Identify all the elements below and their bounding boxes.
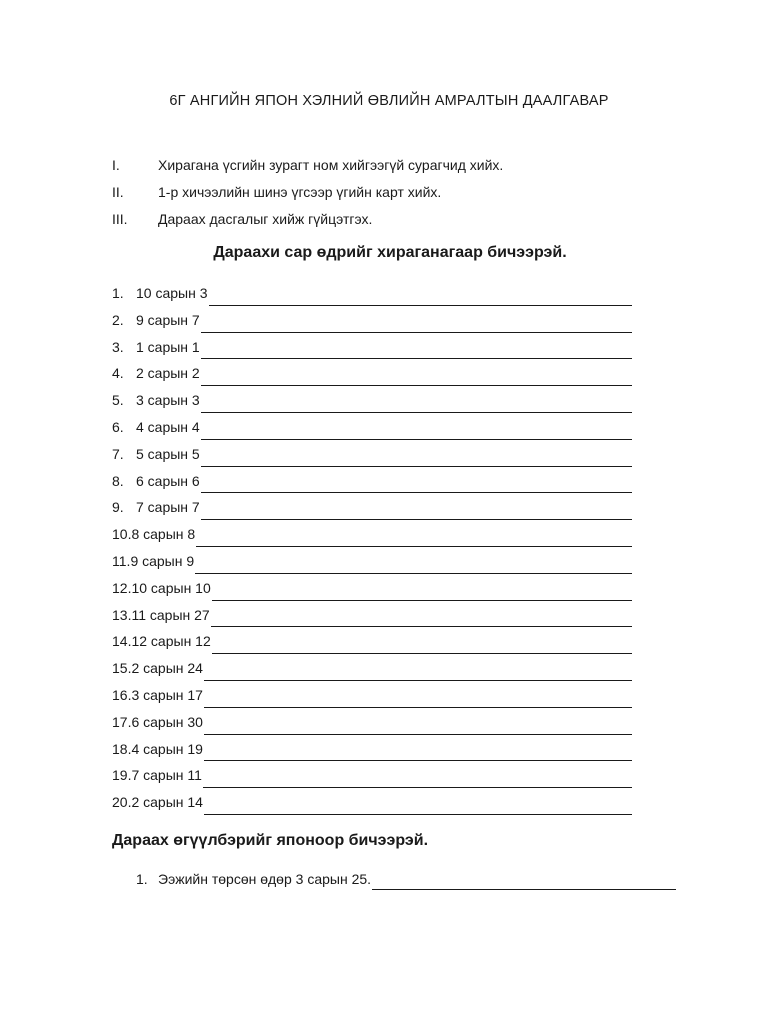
item-number: 17. — [112, 713, 132, 730]
date-exercise-item — [112, 607, 632, 634]
date-exercise-item — [112, 392, 632, 419]
date-text: 6 сарын 6 — [136, 472, 200, 489]
item-number: 4. — [112, 365, 124, 382]
answer-blank — [201, 371, 632, 386]
answer-blank — [195, 559, 632, 574]
date-exercise-item — [112, 446, 632, 473]
date-text: 7 сарын 7 — [136, 499, 200, 516]
item-number: 12. — [112, 579, 132, 596]
answer-blank — [204, 746, 632, 761]
answer-blank — [212, 639, 632, 654]
sentence-exercise-list — [136, 871, 676, 895]
task-text: Дараах дасгалыг хийж гүйцэтгэх. — [158, 210, 373, 227]
item-number: 19. — [112, 767, 132, 784]
item-number: 5. — [112, 392, 124, 409]
item-number: 2. — [112, 311, 124, 328]
item-number: 3. — [112, 338, 124, 355]
date-exercise-item — [112, 687, 632, 714]
date-text: 1 сарын 1 — [136, 338, 200, 355]
date-exercise-item — [112, 526, 632, 553]
date-exercise-item — [112, 660, 632, 687]
task-text: Хирагана үсгийн зурагт ном хийгээгүй сурагчид хийх. — [158, 156, 504, 173]
item-number: 18. — [112, 740, 132, 757]
item-number: 1. — [112, 285, 124, 301]
date-text: 5 сарын 5 — [136, 445, 200, 462]
date-text: 4 сарын 19 — [131, 740, 203, 757]
item-number: 9. — [112, 499, 124, 516]
answer-blank — [204, 720, 632, 735]
task-number: II. — [112, 183, 124, 200]
date-exercise-item — [112, 553, 632, 580]
date-exercise-item — [112, 741, 632, 768]
answer-blank — [201, 452, 632, 467]
sentence-text: Ээжийн төрсөн өдөр 3 сарын 25. — [158, 871, 372, 887]
item-number: 14. — [112, 633, 132, 650]
answer-blank — [201, 344, 632, 359]
date-text: 3 сарын 17 — [131, 686, 203, 703]
item-number: 11. — [112, 552, 131, 569]
answer-blank — [204, 693, 632, 708]
answer-blank — [204, 666, 632, 681]
task-text: 1-р хичээлийн шинэ үгсээр үгийн карт хийх. — [158, 183, 442, 200]
answer-blank — [201, 478, 632, 493]
date-text: 10 сарын 3 — [136, 285, 208, 301]
date-exercise-item — [112, 767, 632, 794]
item-number: 16. — [112, 686, 132, 703]
item-number: 7. — [112, 445, 124, 462]
date-text: 10 сарын 10 — [131, 579, 211, 596]
date-exercise-item — [112, 339, 632, 366]
task-list — [112, 151, 712, 232]
date-text: 3 сарын 3 — [136, 392, 200, 409]
item-number: 1. — [136, 871, 148, 887]
answer-blank — [372, 875, 676, 890]
answer-blank — [212, 586, 632, 601]
date-exercise-item — [112, 794, 632, 821]
date-text: 7 сарын 11 — [131, 767, 202, 784]
date-exercise-item — [112, 499, 632, 526]
task-item — [112, 205, 712, 232]
date-exercise-item — [112, 714, 632, 741]
date-text: 2 сарын 2 — [136, 365, 200, 382]
answer-blank — [211, 612, 632, 627]
page-title: 6Г АНГИЙН ЯПОН ХЭЛНИЙ ӨВЛИЙН АМРАЛТЫН ДААЛГАВАР — [169, 93, 609, 109]
date-text: 6 сарын 30 — [131, 713, 203, 730]
item-number: 20. — [112, 794, 132, 811]
section1-heading: Дараахи сар өдрийг хираганагаар бичээрэй. — [213, 244, 567, 261]
item-number: 15. — [112, 660, 132, 677]
date-exercise-item — [112, 312, 632, 339]
date-exercise-item — [112, 473, 632, 500]
task-number: I. — [112, 156, 120, 173]
date-text: 2 сарын 14 — [131, 794, 203, 811]
date-text: 11 сарын 27 — [131, 606, 210, 623]
date-text: 9 сарын 7 — [136, 311, 200, 328]
answer-blank — [201, 505, 632, 520]
date-text: 12 сарын 12 — [131, 633, 211, 650]
answer-blank — [203, 773, 632, 788]
item-number: 6. — [112, 418, 124, 435]
item-number: 8. — [112, 472, 124, 489]
date-exercise-item — [112, 633, 632, 660]
answer-blank — [204, 800, 632, 815]
answer-blank — [201, 318, 632, 333]
date-exercise-item — [112, 285, 632, 312]
date-exercise-item — [112, 580, 632, 607]
answer-blank — [201, 425, 632, 440]
date-exercise-item — [112, 419, 632, 446]
date-text: 8 сарын 8 — [131, 526, 196, 543]
task-item — [112, 178, 712, 205]
task-number: III. — [112, 210, 128, 227]
item-number: 13. — [112, 606, 132, 623]
task-item — [112, 151, 712, 178]
date-exercise-list — [112, 285, 632, 821]
item-number: 10. — [112, 526, 132, 543]
date-text: 2 сарын 24 — [131, 660, 203, 677]
answer-blank — [196, 532, 632, 547]
date-text: 9 сарын 9 — [130, 552, 195, 569]
answer-blank — [201, 398, 632, 413]
date-text: 4 сарын 4 — [136, 418, 200, 435]
answer-blank — [209, 291, 632, 306]
section2-heading: Дараах өгүүлбэрийг японоор бичээрэй. — [112, 832, 429, 849]
date-exercise-item — [112, 365, 632, 392]
sentence-exercise-item — [136, 871, 676, 895]
